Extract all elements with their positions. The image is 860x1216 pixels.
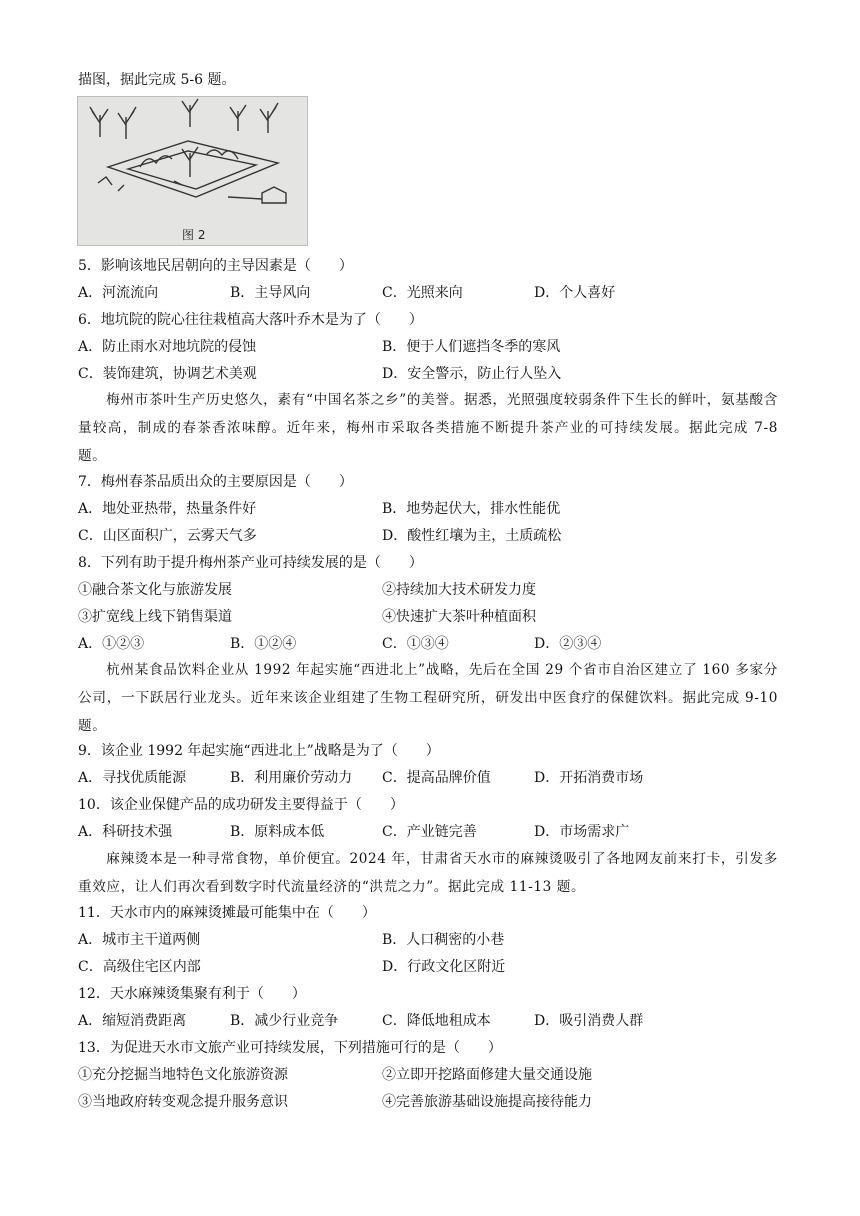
q7-option-d[interactable]: D．酸性红壤为主，土质疏松 <box>382 528 562 544</box>
q13-item-3: ③当地政府转变观念提升服务意识 <box>78 1094 288 1110</box>
q10-option-c[interactable]: C．产业链完善 <box>382 824 477 840</box>
q10-option-d[interactable]: D．市场需求广 <box>534 824 630 840</box>
q7-option-c[interactable]: C．山区面积广，云雾天气多 <box>78 528 257 544</box>
q13-item-4: ④完善旅游基础设施提高接待能力 <box>382 1094 592 1110</box>
q12-option-c[interactable]: C．降低地租成本 <box>382 1013 491 1029</box>
q5-option-a[interactable]: A．河流流向 <box>78 285 159 301</box>
passage-7-8-text: 梅州市茶叶生产历史悠久，素有“中国名茶之乡”的美誉。据悉，光照强度较弱条件下生长的鲜叶，氨基酸含量较高，制成的春茶香浓味醇。近年来，梅州市采取各类措施不断提升茶产业的可持续发展。据此完成 7-8 题。 <box>78 392 778 464</box>
q5-option-c[interactable]: C．光照来向 <box>382 285 463 301</box>
q7-option-b[interactable]: B．地势起伏大，排水性能优 <box>382 501 561 517</box>
q6-option-b[interactable]: B．便于人们遮挡冬季的寒风 <box>382 339 561 355</box>
q8-item-4: ④快速扩大茶叶种植面积 <box>382 609 536 625</box>
q7-stem: 7．梅州春茶品质出众的主要原因是（ ） <box>78 474 353 490</box>
q13-item-2: ②立即开挖路面修建大量交通设施 <box>382 1067 592 1083</box>
q5-option-b[interactable]: B．主导风向 <box>230 285 311 301</box>
q7-options-row1 <box>78 499 778 519</box>
q11-option-a[interactable]: A．城市主干道两侧 <box>78 932 201 948</box>
q8-item-2: ②持续加大技术研发力度 <box>382 582 536 598</box>
q11-options-row1 <box>78 930 778 950</box>
figure-dikengyuan <box>77 96 308 246</box>
passage-11-13-text: 麻辣烫本是一种寻常食物，单价便宜。2024 年，甘肃省天水市的麻辣烫吸引了各地网友前来打卡，引发多重效应，让人们再次看到数字时代流量经济的“洪荒之力”。据此完成 11-13 题。 <box>78 851 778 895</box>
intro-text: 描图，据此完成 5-6 题。 <box>78 72 236 88</box>
q6-option-c[interactable]: C．装饰建筑，协调艺术美观 <box>78 366 257 382</box>
q9-option-b[interactable]: B．利用廉价劳动力 <box>230 770 353 786</box>
q13-items-row1 <box>78 1065 778 1085</box>
q8-options <box>78 634 778 654</box>
q10-option-a[interactable]: A．科研技术强 <box>78 824 173 840</box>
q12-option-b[interactable]: B．减少行业竞争 <box>230 1013 339 1029</box>
q8-option-c[interactable]: C．①③④ <box>382 636 449 652</box>
q6-options-row1 <box>78 337 778 357</box>
q12-stem: 12．天水麻辣烫集聚有利于（ ） <box>78 986 306 1002</box>
q7-option-a[interactable]: A．地处亚热带，热量条件好 <box>78 501 257 517</box>
q8-option-a[interactable]: A．①②③ <box>78 636 145 652</box>
q10-stem: 10．该企业保健产品的成功研发主要得益于（ ） <box>78 797 404 813</box>
q5-stem: 5．影响该地民居朝向的主导因素是（ ） <box>78 258 353 274</box>
q5-options <box>78 283 778 303</box>
q12-option-d[interactable]: D．吸引消费人群 <box>534 1013 644 1029</box>
q8-items-row2 <box>78 607 778 627</box>
q11-stem: 11．天水市内的麻辣烫摊最可能集中在（ ） <box>78 905 376 921</box>
q8-stem: 8．下列有助于提升梅州茶产业可持续发展的是（ ） <box>78 555 423 571</box>
q11-option-c[interactable]: C．高级住宅区内部 <box>78 959 201 975</box>
dikengyuan-illustration <box>78 97 307 245</box>
q10-option-b[interactable]: B．原料成本低 <box>230 824 325 840</box>
q13-stem: 13．为促进天水市文旅产业可持续发展，下列措施可行的是（ ） <box>78 1040 502 1056</box>
q9-stem: 9．该企业 1992 年起实施“西进北上”战略是为了（ ） <box>78 743 440 759</box>
q10-options <box>78 822 778 842</box>
q6-option-d[interactable]: D．安全警示，防止行人坠入 <box>382 366 562 382</box>
passage-11-13 <box>78 845 778 901</box>
q8-option-b[interactable]: B．①②④ <box>230 636 297 652</box>
figure-caption: 图 2 <box>182 228 206 242</box>
q9-option-d[interactable]: D．开拓消费市场 <box>534 770 644 786</box>
q11-options-row2 <box>78 957 778 977</box>
passage-9-10-text: 杭州某食品饮料企业从 1992 年起实施“西进北上”战略，先后在全国 29 个省市自治区建立了 160 多家分公司，一下跃居行业龙头。近年来该企业组建了生物工程研究所，研发出中医食疗的保健饮料。据此完成 9-10 题。 <box>78 662 778 734</box>
q11-option-b[interactable]: B．人口稠密的小巷 <box>382 932 505 948</box>
q9-options <box>78 768 778 788</box>
q12-option-a[interactable]: A．缩短消费距离 <box>78 1013 187 1029</box>
q8-option-d[interactable]: D．②③④ <box>534 636 602 652</box>
passage-9-10 <box>78 656 778 740</box>
q6-stem: 6．地坑院的院心往往栽植高大落叶乔木是为了（ ） <box>78 312 423 328</box>
q7-options-row2 <box>78 526 778 546</box>
q13-item-1: ①充分挖掘当地特色文化旅游资源 <box>78 1067 288 1083</box>
q6-options-row2 <box>78 364 778 384</box>
q13-items-row2 <box>78 1092 778 1112</box>
q8-items-row1 <box>78 580 778 600</box>
q12-options <box>78 1011 778 1031</box>
q6-option-a[interactable]: A．防止雨水对地坑院的侵蚀 <box>78 339 257 355</box>
q9-option-c[interactable]: C．提高品牌价值 <box>382 770 491 786</box>
q8-item-3: ③扩宽线上线下销售渠道 <box>78 609 232 625</box>
q9-option-a[interactable]: A．寻找优质能源 <box>78 770 187 786</box>
passage-7-8 <box>78 386 778 470</box>
q8-item-1: ①融合茶文化与旅游发展 <box>78 582 232 598</box>
q11-option-d[interactable]: D．行政文化区附近 <box>382 959 506 975</box>
q5-option-d[interactable]: D．个人喜好 <box>534 285 616 301</box>
